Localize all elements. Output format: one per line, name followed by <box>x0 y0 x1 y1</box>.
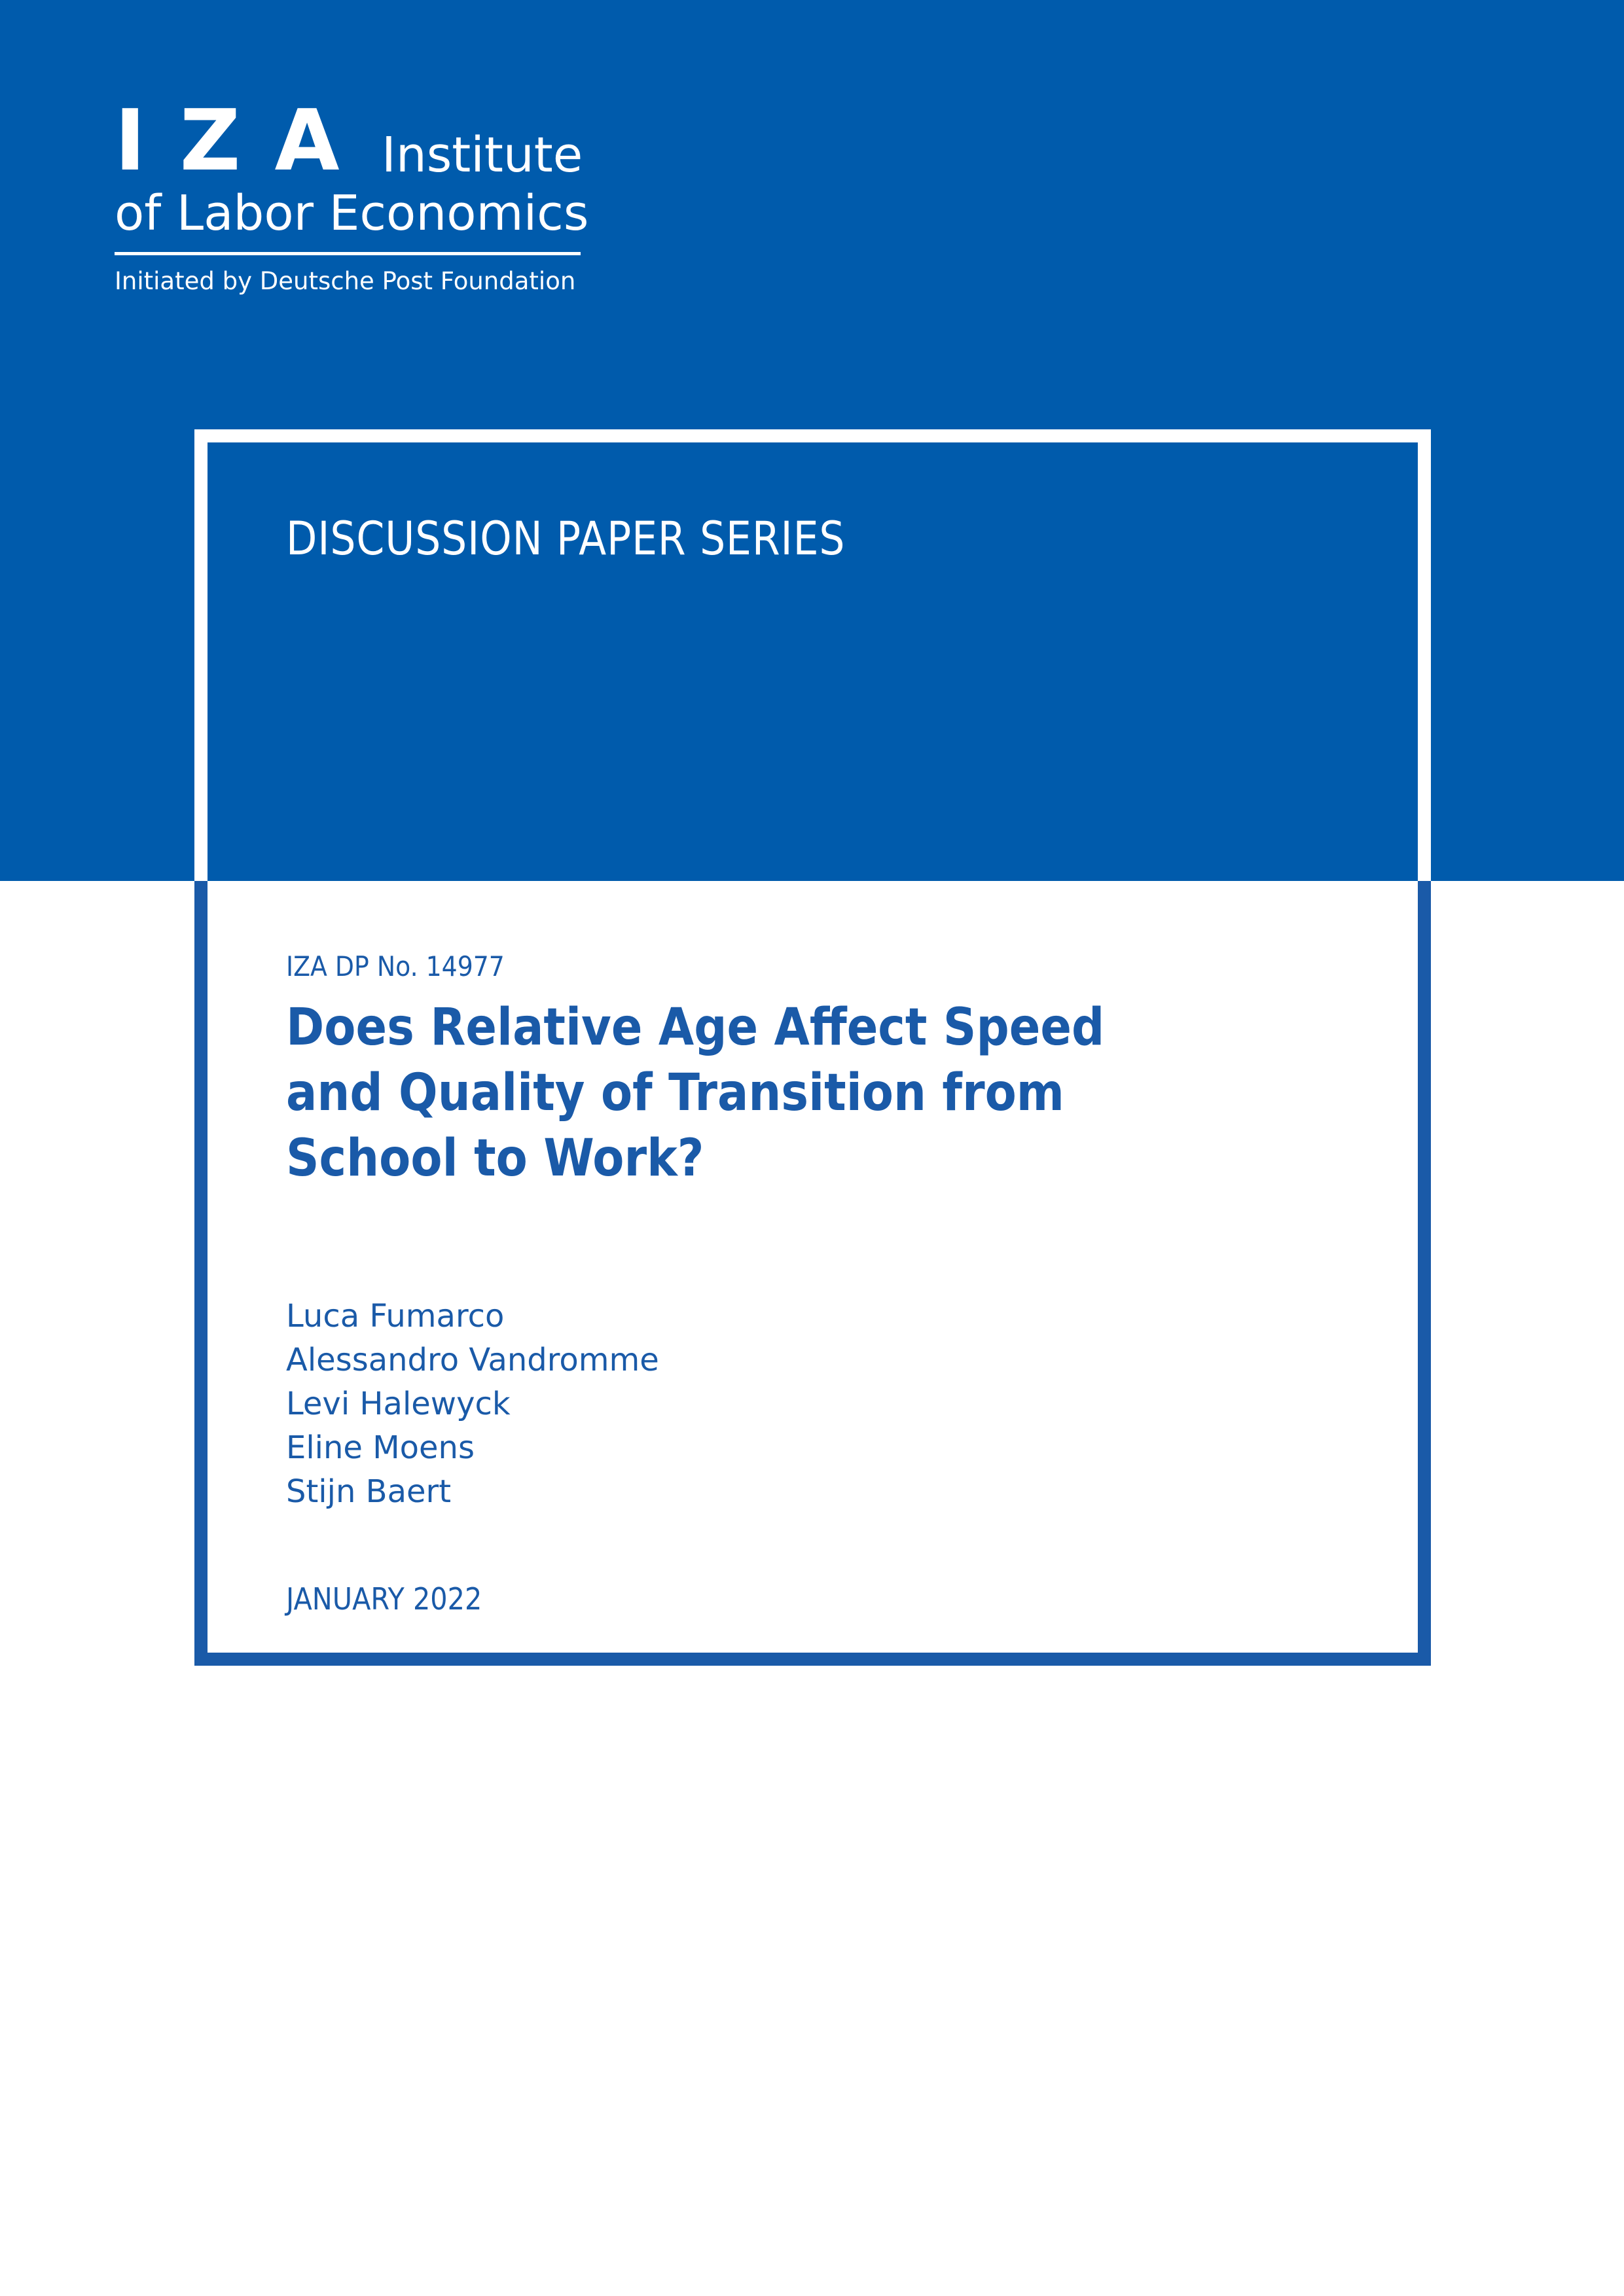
author-name: Eline Moens <box>286 1429 475 1466</box>
author-name: Luca Fumarco <box>286 1298 505 1335</box>
logo-row-1 <box>115 92 583 190</box>
author-name: Levi Halewyck <box>286 1386 511 1422</box>
series-title: DISCUSSION PAPER SERIES <box>286 512 846 565</box>
author-name: Stijn Baert <box>286 1473 452 1510</box>
cover-frame-upper <box>194 429 1431 881</box>
publication-date: JANUARY 2022 <box>286 1581 482 1617</box>
logo-line-institute: Institute <box>382 127 583 183</box>
logo-divider <box>115 252 581 255</box>
logo-tagline: Initiated by Deutsche Post Foundation <box>115 266 576 295</box>
iza-logo <box>115 92 589 295</box>
author-name: Alessandro Vandromme <box>286 1342 659 1378</box>
paper-title: Does Relative Age Affect Speed and Quality of Transition from School to Work? <box>286 998 1105 1188</box>
logo-acronym: IZA <box>115 92 374 190</box>
discussion-paper-number: IZA DP No. 14977 <box>286 950 505 982</box>
author-list <box>286 1295 659 1514</box>
logo-line-labor-economics: of Labor Economics <box>115 185 589 242</box>
